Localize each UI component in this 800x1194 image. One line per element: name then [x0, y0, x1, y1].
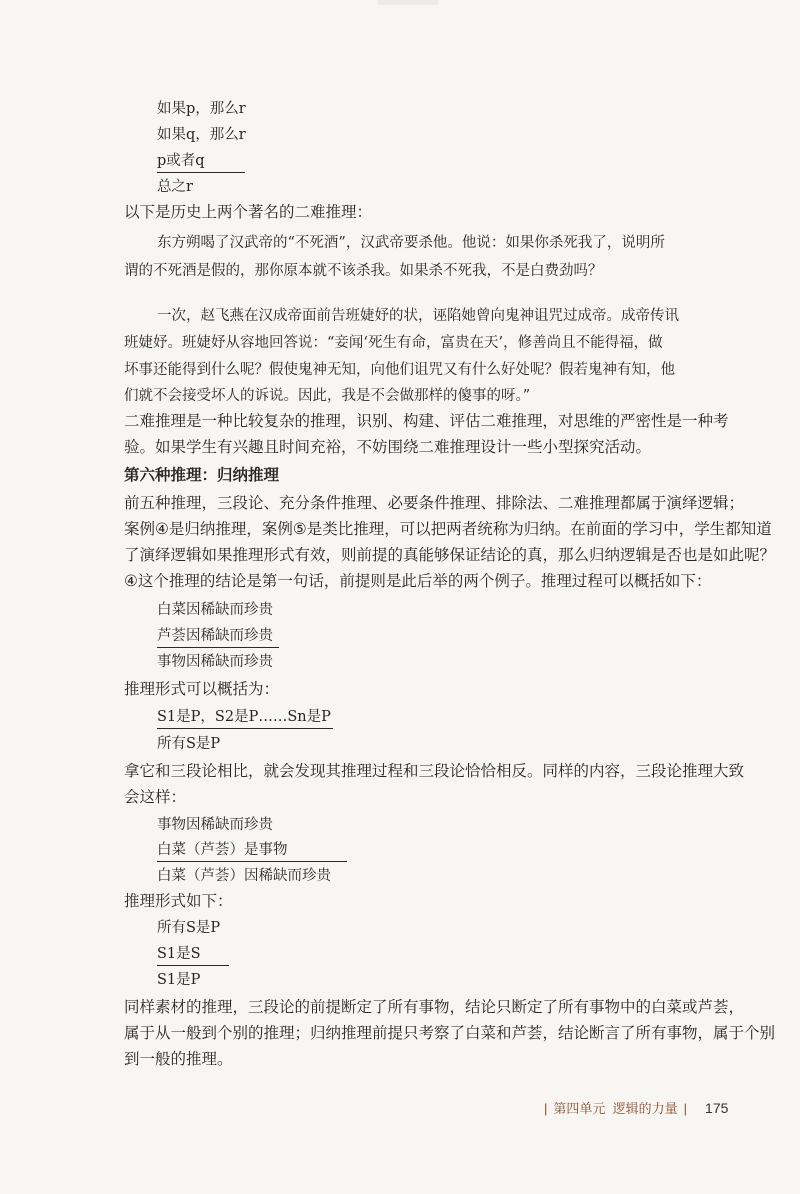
form-line-underlined: [157, 707, 333, 729]
paragraph-line: 以下是历史上两个著名的二难推理：: [124, 204, 373, 221]
footer-unit: 第四单元: [553, 1101, 606, 1116]
paragraph-line: 验。如果学生有兴趣且时间充裕，不妨围绕二难推理设计一些小型探究活动。: [124, 439, 652, 456]
quote-line: 班婕妤。班婕妤从容地回答说：“妾闻‘死生有命，富贵在天’，修善尚且不能得福，做: [124, 335, 663, 351]
quote-line: 一次，赵飞燕在汉成帝面前告班婕妤的状，诬陷她曾向鬼神诅咒过成帝。成帝传讯: [157, 308, 679, 324]
paragraph-line: 案例④是归纳推理，案例⑤是类比推理，可以把两者统称为归纳。在前面的学习中，学生都知道: [124, 521, 772, 538]
premise-underline: 白菜（芦荟）是事物: [157, 840, 347, 862]
paragraph-line: 同样素材的推理，三段论的前提断定了所有事物，结论只断定了所有事物中的白菜或芦荟，: [124, 999, 745, 1016]
form-line: 事物因稀缺而珍贵: [157, 817, 273, 833]
footer-title: 逻辑的力量: [612, 1101, 678, 1116]
paragraph-line: 到一般的推理。: [124, 1051, 233, 1068]
premise-underline: p或者q: [157, 151, 245, 173]
quote-line: 东方朔喝了汉武帝的“不死酒”，汉武帝要杀他。他说：如果你杀死我了，说明所: [157, 235, 665, 251]
form-line-underlined: [157, 151, 245, 173]
section-heading: 第六种推理：归纳推理: [124, 467, 280, 484]
paragraph-line: 二难推理是一种比较复杂的推理，识别、构建、评估二难推理，对思维的严密性是一种考: [124, 413, 729, 430]
paragraph-line: 属于从一般到个别的推理；归纳推理前提只考察了白菜和芦荟，结论断言了所有事物，属于个别: [124, 1025, 776, 1042]
form-line-underlined: [157, 626, 279, 648]
premise-underline: S1是P，S2是P……Sn是P: [157, 707, 333, 729]
paragraph-line: ④这个推理的结论是第一句话，前提则是此后举的两个例子。推理过程可以概括如下：: [124, 573, 712, 590]
premise-underline: S1是S: [157, 944, 229, 966]
premise-underline: 芦荟因稀缺而珍贵: [157, 626, 279, 648]
paragraph-line: 推理形式如下：: [124, 893, 233, 910]
form-line: 总之r: [157, 179, 193, 195]
quote-line: 谓的不死酒是假的，那你原本就不该杀我。如果杀不死我，不是白费劲吗？: [124, 263, 603, 279]
form-line: 所有S是P: [157, 920, 221, 936]
paragraph-line: 前五种推理，三段论、充分条件推理、必要条件推理、排除法、二难推理都属于演绎逻辑；: [124, 495, 745, 512]
footer-separator: |: [683, 1101, 688, 1116]
form-line: 如果p，那么r: [157, 101, 246, 117]
quote-line: 们就不会接受坏人的诉说。因此，我是不会做那样的傻事的呀。”: [124, 388, 531, 404]
form-line: 白菜（芦荟）因稀缺而珍贵: [157, 868, 331, 884]
quote-line: 坏事还能得到什么呢？假使鬼神无知，向他们诅咒又有什么好处呢？假若鬼神有知，他: [124, 362, 675, 378]
paragraph-line: 了演绎逻辑如果推理形式有效，则前提的真能够保证结论的真，那么归纳逻辑是否也是如此呢？: [124, 547, 776, 564]
form-line-underlined: [157, 840, 347, 862]
page-number: 175: [705, 1100, 729, 1116]
form-line-underlined: [157, 944, 229, 966]
paragraph-line: 拿它和三段论相比，就会发现其推理过程和三段论恰恰相反。同样的内容，三段论推理大致: [124, 763, 745, 780]
form-line: 如果q，那么r: [157, 127, 246, 143]
form-line: 白菜因稀缺而珍贵: [157, 602, 273, 618]
form-line: 所有S是P: [157, 736, 221, 752]
page-footer: [538, 1098, 728, 1117]
footer-separator: |: [544, 1101, 548, 1116]
scan-mark: [378, 0, 438, 5]
paragraph-line: 推理形式可以概括为：: [124, 681, 280, 698]
form-line: S1是P: [157, 972, 201, 988]
paragraph-line: 会这样：: [124, 789, 187, 806]
form-line: 事物因稀缺而珍贵: [157, 654, 273, 670]
